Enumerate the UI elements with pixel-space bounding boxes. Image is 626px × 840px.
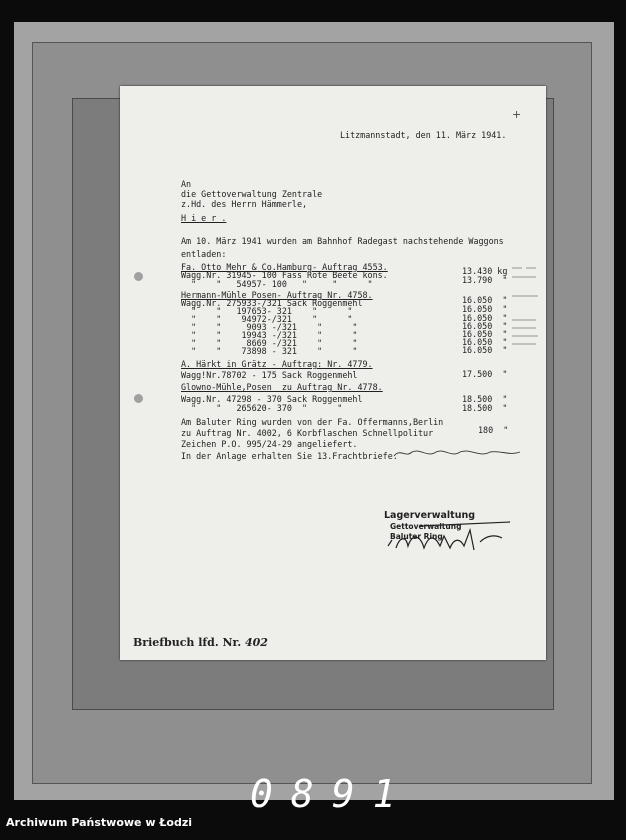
archive-label: Archiwum Państwowe w Łodzi [6, 816, 193, 829]
entry-text: " " 54957- 100 " " " [181, 279, 373, 289]
entry-text: " " 265620- 370 " " [181, 403, 343, 413]
corner-mark: + [512, 108, 522, 121]
punch-hole [134, 394, 143, 403]
entry-text: " " 19943 -/321 " " [181, 330, 358, 340]
closing-line: Zeichen P.O. 995/24-29 angeliefert. [181, 439, 358, 449]
recipient-line: die Gettoverwaltung Zentrale [181, 189, 323, 199]
entry-text: Wagg.Nr. 275933-/321 Sack Roggenmehl [181, 298, 363, 308]
intro-line: entladen: [181, 249, 227, 259]
recipient-line: z.Hd. des Herrn Hämmerle, [181, 199, 308, 209]
place-date: Litzmannstadt, den 11. März 1941. [340, 130, 507, 140]
closing-line: Am Baluter Ring wurden von der Fa. Offermanns,Berlin [181, 417, 444, 427]
intro-line: Am 10. März 1941 wurden am Bahnhof Radegast nachstehende Waggons [181, 236, 504, 246]
entry-amount: 16.050 " [462, 345, 508, 355]
entry-text: " " 73898 - 321 " " [181, 346, 358, 356]
hier-line: H i e r . [181, 213, 227, 223]
entry-text: " " 9093 -/321 " " [181, 322, 358, 332]
entry-text: Wagg.Nr. 47298 - 370 Sack Roggenmehl [181, 394, 363, 404]
briefbuch-label [133, 636, 268, 649]
entry-amount: 16.050 " [462, 313, 508, 323]
entry-text: " " 197653- 321 " " [181, 306, 353, 316]
section-heading: Hermann-Mühle Posen- Auftrag Nr. 4758. [181, 290, 373, 300]
entry-amount: 16.050 " [462, 304, 508, 314]
recipient-line: An [181, 179, 192, 189]
stamp-line: Baluter Ring [390, 532, 443, 541]
entry-text: " " 94972-/321 " " [181, 314, 353, 324]
document-page [120, 86, 546, 660]
entry-amount: 18.500 " [462, 394, 508, 404]
film-frame-number: 0891 [250, 772, 414, 816]
handwritten-note [390, 444, 530, 464]
closing-line: In der Anlage erhalten Sie 13.Frachtbriefe. [181, 451, 398, 461]
briefbuch-number: 402 [245, 636, 268, 649]
entry-amount: 16.050 " [462, 337, 508, 347]
stamp-line: Gettoverwaltung [390, 522, 462, 531]
entry-amount: 13.790 " [462, 275, 508, 285]
entry-text: " " 8669 -/321 " " [181, 338, 358, 348]
entry-amount: 16.050 " [462, 295, 508, 305]
stamp-line: Lagerverwaltung [384, 510, 476, 521]
entry-amount: 16.050 " [462, 321, 508, 331]
punch-hole [134, 272, 143, 281]
entry-amount: 17.500 " [462, 369, 508, 379]
closing-amount: 180 " [478, 425, 509, 435]
entry-text: Wagg.Nr. 31945- 100 Fass Rote Beete kons. [181, 270, 388, 280]
section-heading: A. Härkt in Grätz - Auftrag: Nr. 4779. [181, 359, 373, 369]
signature-scribble [380, 518, 520, 568]
section-heading: Glowno-Mühle,Posen zu Auftrag Nr. 4778. [181, 382, 383, 392]
entry-amount: 18.500 " [462, 403, 508, 413]
margin-notes [508, 262, 544, 352]
entry-amount: 13.430 kg [462, 266, 508, 276]
section-heading: Fa. Otto Mehr & Co.Hamburg- Auftrag 4553. [181, 262, 388, 272]
entry-amount: 16.050 " [462, 329, 508, 339]
briefbuch-text: Briefbuch lfd. Nr. [133, 636, 242, 649]
entry-text: Wagg!Nr.78702 - 175 Sack Roggenmehl [181, 370, 358, 380]
closing-line: zu Auftrag Nr. 4002, 6 Korbflaschen Schnellpolitur [181, 428, 434, 438]
